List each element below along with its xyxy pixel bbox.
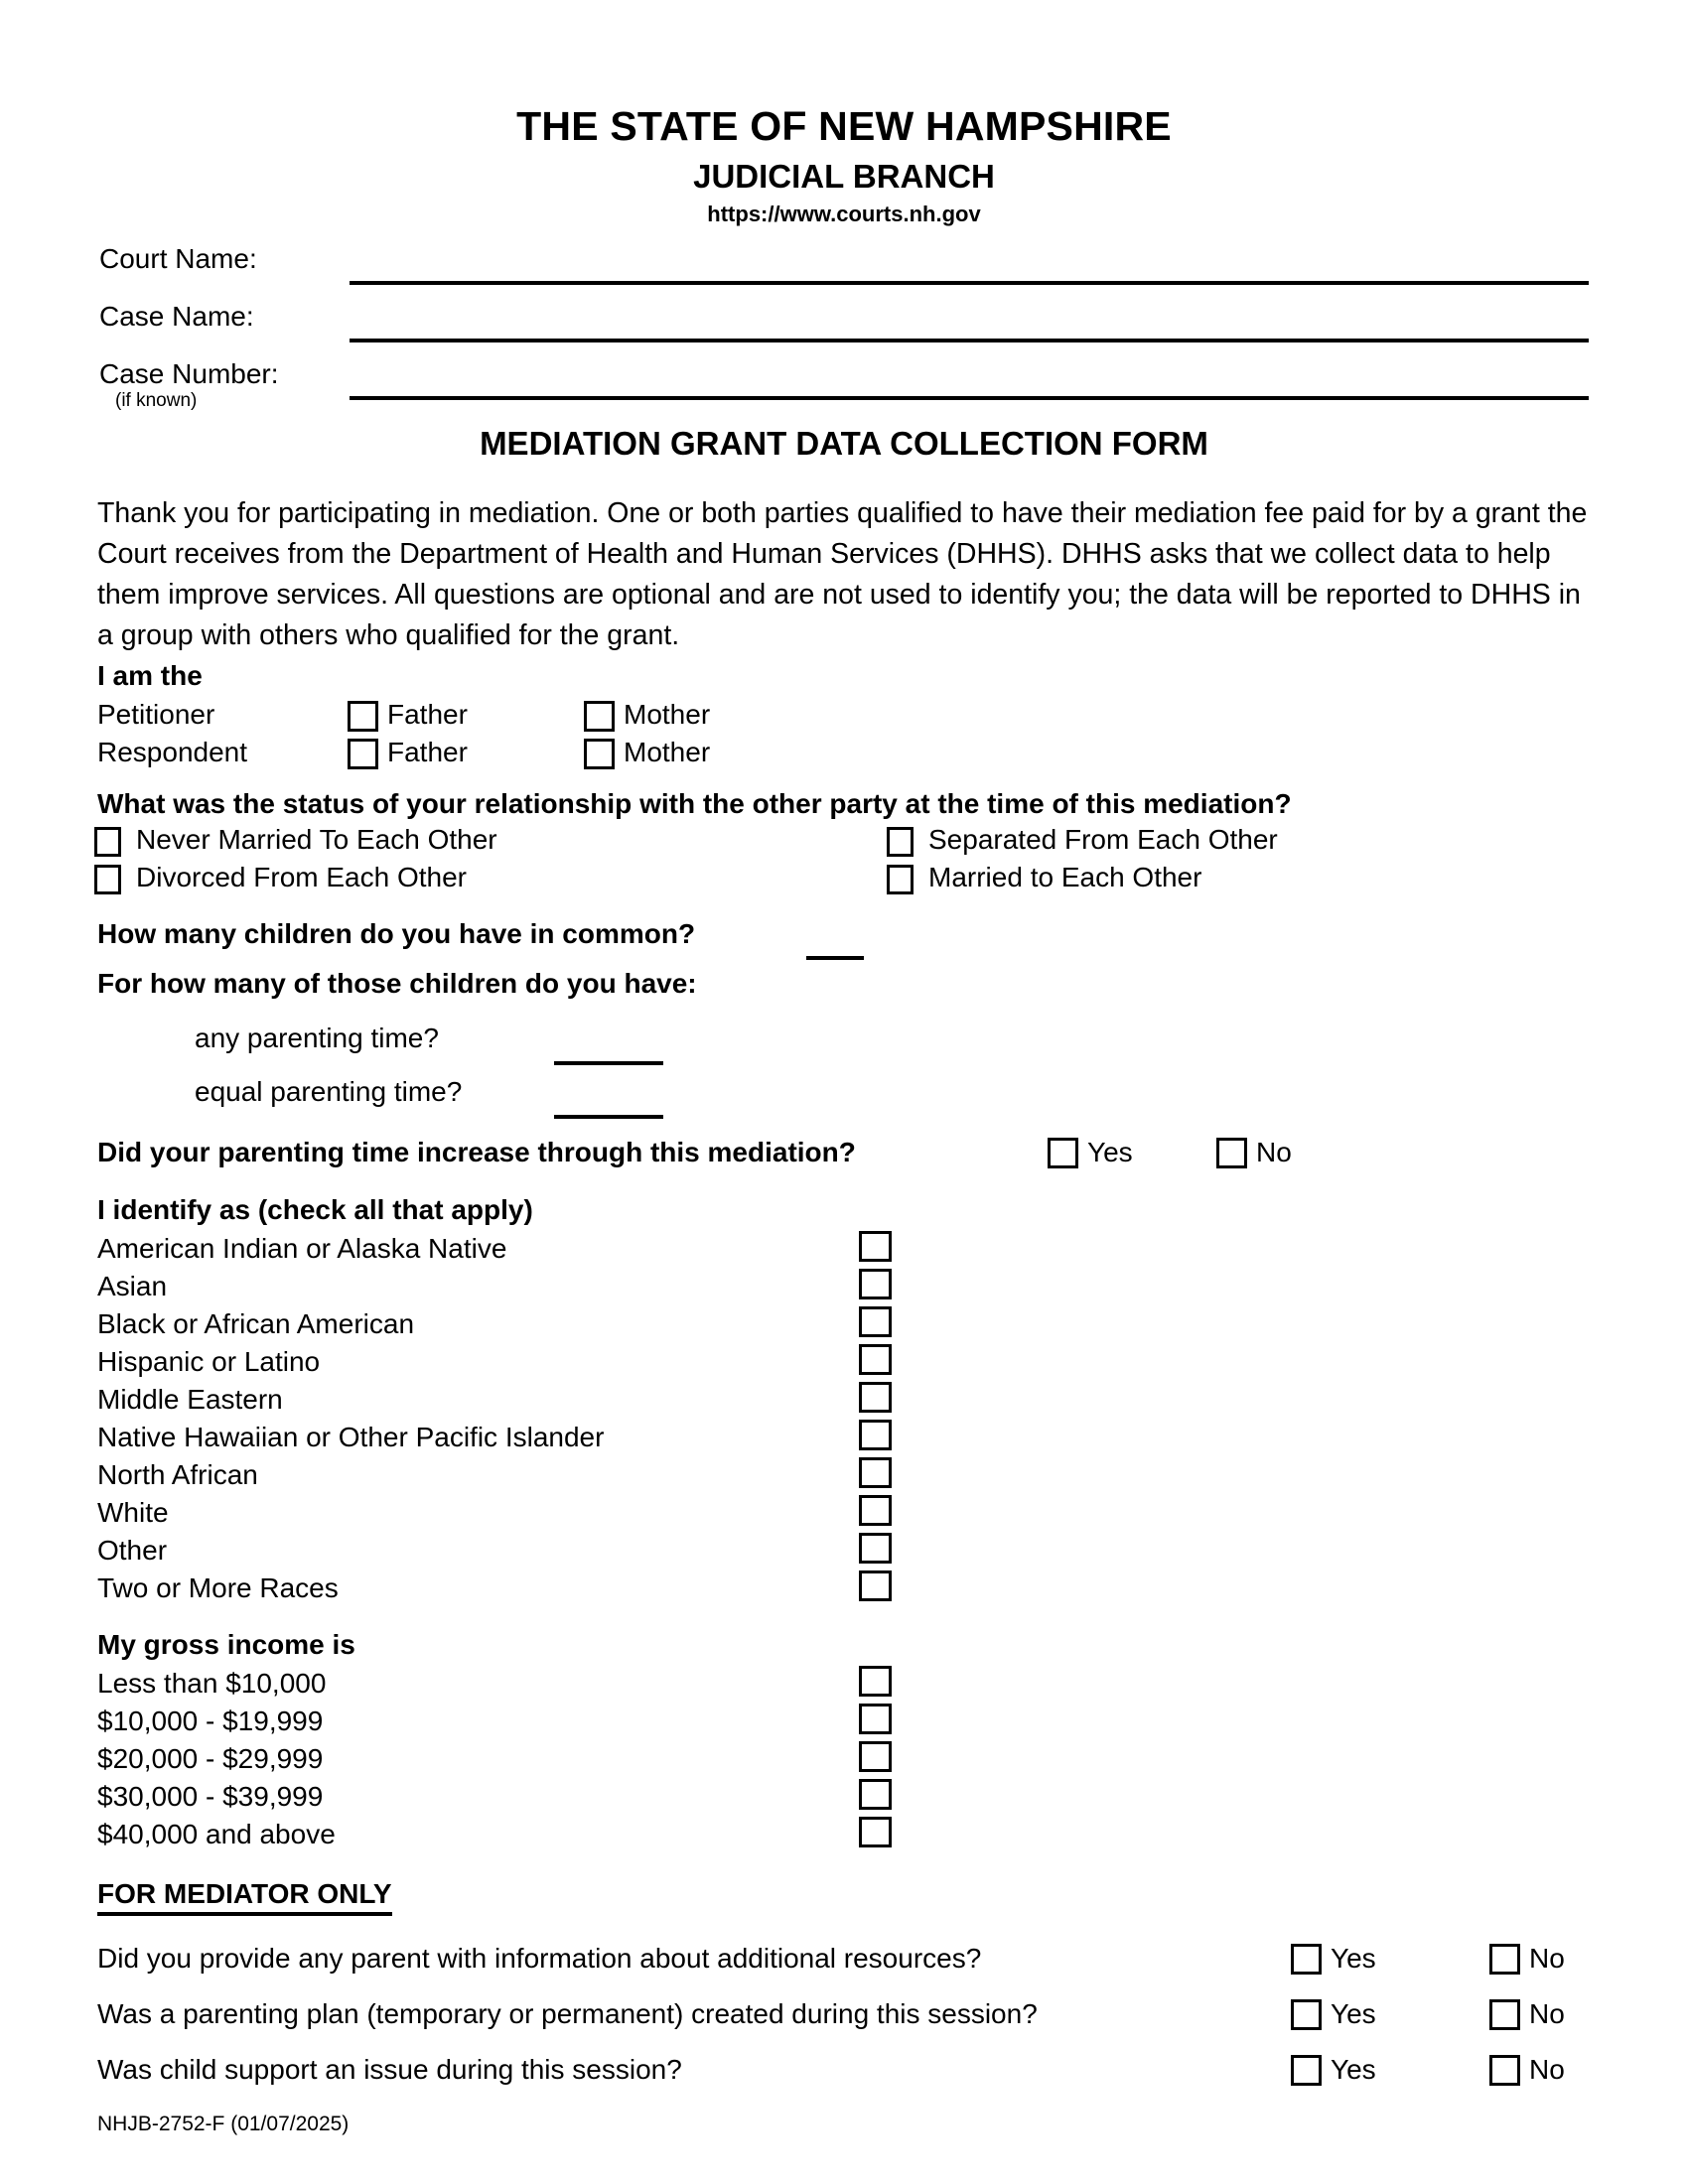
mediator-parenting-plan-yes-checkbox[interactable] [1291,1999,1322,2030]
identity-checkbox-north-african[interactable] [859,1457,892,1488]
case-name-input-line[interactable] [350,339,1589,342]
mediator-only-heading: FOR MEDIATOR ONLY [97,1878,392,1916]
parenting-time-increase-yes-checkbox[interactable] [1048,1138,1078,1168]
income-label-less-than-10000: Less than $10,000 [97,1668,327,1699]
identity-checkbox-other[interactable] [859,1533,892,1564]
divorced-checkbox[interactable] [94,865,121,894]
petitioner-label: Petitioner [97,699,215,730]
identity-label-white: White [97,1497,169,1528]
income-label-20000-29999: $20,000 - $29,999 [97,1743,324,1774]
separated-label: Separated From Each Other [928,824,1278,855]
never-married-checkbox[interactable] [94,827,121,857]
form-number-footer: NHJB-2752-F (01/07/2025) [97,2113,350,2135]
income-label-30000-39999: $30,000 - $39,999 [97,1781,324,1812]
identity-label-black-african-american: Black or African American [97,1308,415,1339]
case-name-label: Case Name: [99,301,254,332]
any-parenting-time-input-line[interactable] [554,1061,663,1065]
income-checkbox-30000-39999[interactable] [859,1779,892,1810]
mediator-resources-yes-label: Yes [1331,1943,1376,1974]
case-number-input-line[interactable] [350,396,1589,400]
income-checkbox-20000-29999[interactable] [859,1741,892,1772]
any-parenting-time-label: any parenting time? [195,1023,439,1053]
respondent-father-checkbox[interactable] [348,739,378,769]
case-number-note: (if known) [115,390,198,411]
identity-label-middle-eastern: Middle Eastern [97,1384,283,1415]
mediator-child-support-no-checkbox[interactable] [1489,2055,1520,2086]
mediator-parenting-plan-no-checkbox[interactable] [1489,1999,1520,2030]
divorced-label: Divorced From Each Other [136,862,467,892]
identity-label-north-african: North African [97,1459,258,1490]
case-number-label: Case Number: [99,358,279,389]
equal-parenting-time-input-line[interactable] [554,1115,663,1119]
mediator-child-support-yes-checkbox[interactable] [1291,2055,1322,2086]
petitioner-mother-label: Mother [624,699,711,730]
respondent-label: Respondent [97,737,248,767]
respondent-mother-label: Mother [624,737,711,767]
married-checkbox[interactable] [887,865,914,894]
mediator-child-support-no-label: No [1529,2054,1565,2085]
petitioner-father-label: Father [387,699,468,730]
mediator-question-parenting-plan: Was a parenting plan (temporary or permanent) created during this session? [97,1998,1038,2029]
identity-heading: I identify as (check all that apply) [97,1194,533,1225]
relationship-status-question: What was the status of your relationship with the other party at the time of this mediation? [97,788,1292,819]
page-title: THE STATE OF NEW HAMPSHIRE [516,103,1172,149]
petitioner-mother-checkbox[interactable] [584,701,615,732]
intro-paragraph: Thank you for participating in mediation. One or both parties qualified to have their mediation fee paid for by a grant the Court receives from the Department of Health and Human Services (DHHS). DHHS asks that we collect data to help them improve services. All questions are optional and are not used to identify you; the data will be reported to DHHS in a group with others who qualified for the grant. [97,497,1588,651]
identity-label-asian: Asian [97,1271,168,1301]
income-checkbox-10000-19999[interactable] [859,1704,892,1734]
identity-checkbox-hispanic-latino[interactable] [859,1344,892,1375]
identity-checkbox-two-or-more-races[interactable] [859,1570,892,1601]
mediator-question-resources: Did you provide any parent with information about additional resources? [97,1943,982,1974]
form-title: MEDIATION GRANT DATA COLLECTION FORM [480,425,1208,462]
separated-checkbox[interactable] [887,827,914,857]
mediator-parenting-plan-no-label: No [1529,1998,1565,2029]
identity-label-american-indian: American Indian or Alaska Native [97,1233,507,1264]
identity-label-hispanic-latino: Hispanic or Latino [97,1346,321,1377]
identity-label-two-or-more-races: Two or More Races [97,1572,339,1603]
parenting-time-increase-no-label: No [1256,1137,1292,1167]
identity-checkbox-middle-eastern[interactable] [859,1382,892,1413]
mediator-resources-no-label: No [1529,1943,1565,1974]
judicial-branch-subtitle: JUDICIAL BRANCH [693,158,995,195]
courts-website-url: https://www.courts.nh.gov [707,202,981,226]
identity-checkbox-white[interactable] [859,1495,892,1526]
respondent-mother-checkbox[interactable] [584,739,615,769]
married-label: Married to Each Other [928,862,1202,892]
income-label-40000-and-above: $40,000 and above [97,1819,336,1849]
i-am-the-heading: I am the [97,660,203,691]
identity-checkbox-american-indian[interactable] [859,1231,892,1262]
income-checkbox-40000-and-above[interactable] [859,1817,892,1847]
income-heading: My gross income is [97,1629,355,1660]
court-name-label: Court Name: [99,243,257,274]
identity-label-native-hawaiian: Native Hawaiian or Other Pacific Islander [97,1422,605,1452]
for-how-many-children-heading: For how many of those children do you have: [97,968,697,999]
identity-checkbox-native-hawaiian[interactable] [859,1420,892,1450]
identity-label-other: Other [97,1535,168,1566]
parenting-time-increase-question: Did your parenting time increase through this mediation? [97,1137,856,1167]
parenting-time-increase-no-checkbox[interactable] [1216,1138,1247,1168]
mediator-resources-no-checkbox[interactable] [1489,1944,1520,1975]
parenting-time-increase-yes-label: Yes [1087,1137,1133,1167]
children-in-common-question: How many children do you have in common? [97,918,696,949]
mediator-child-support-yes-label: Yes [1331,2054,1376,2085]
identity-checkbox-black-african-american[interactable] [859,1306,892,1337]
mediator-question-child-support: Was child support an issue during this session? [97,2054,682,2085]
income-label-10000-19999: $10,000 - $19,999 [97,1706,324,1736]
respondent-father-label: Father [387,737,468,767]
petitioner-father-checkbox[interactable] [348,701,378,732]
court-name-input-line[interactable] [350,281,1589,285]
equal-parenting-time-label: equal parenting time? [195,1076,463,1107]
never-married-label: Never Married To Each Other [136,824,497,855]
children-in-common-input-line[interactable] [806,956,864,960]
mediator-resources-yes-checkbox[interactable] [1291,1944,1322,1975]
mediator-parenting-plan-yes-label: Yes [1331,1998,1376,2029]
identity-checkbox-asian[interactable] [859,1269,892,1299]
income-checkbox-less-than-10000[interactable] [859,1666,892,1697]
